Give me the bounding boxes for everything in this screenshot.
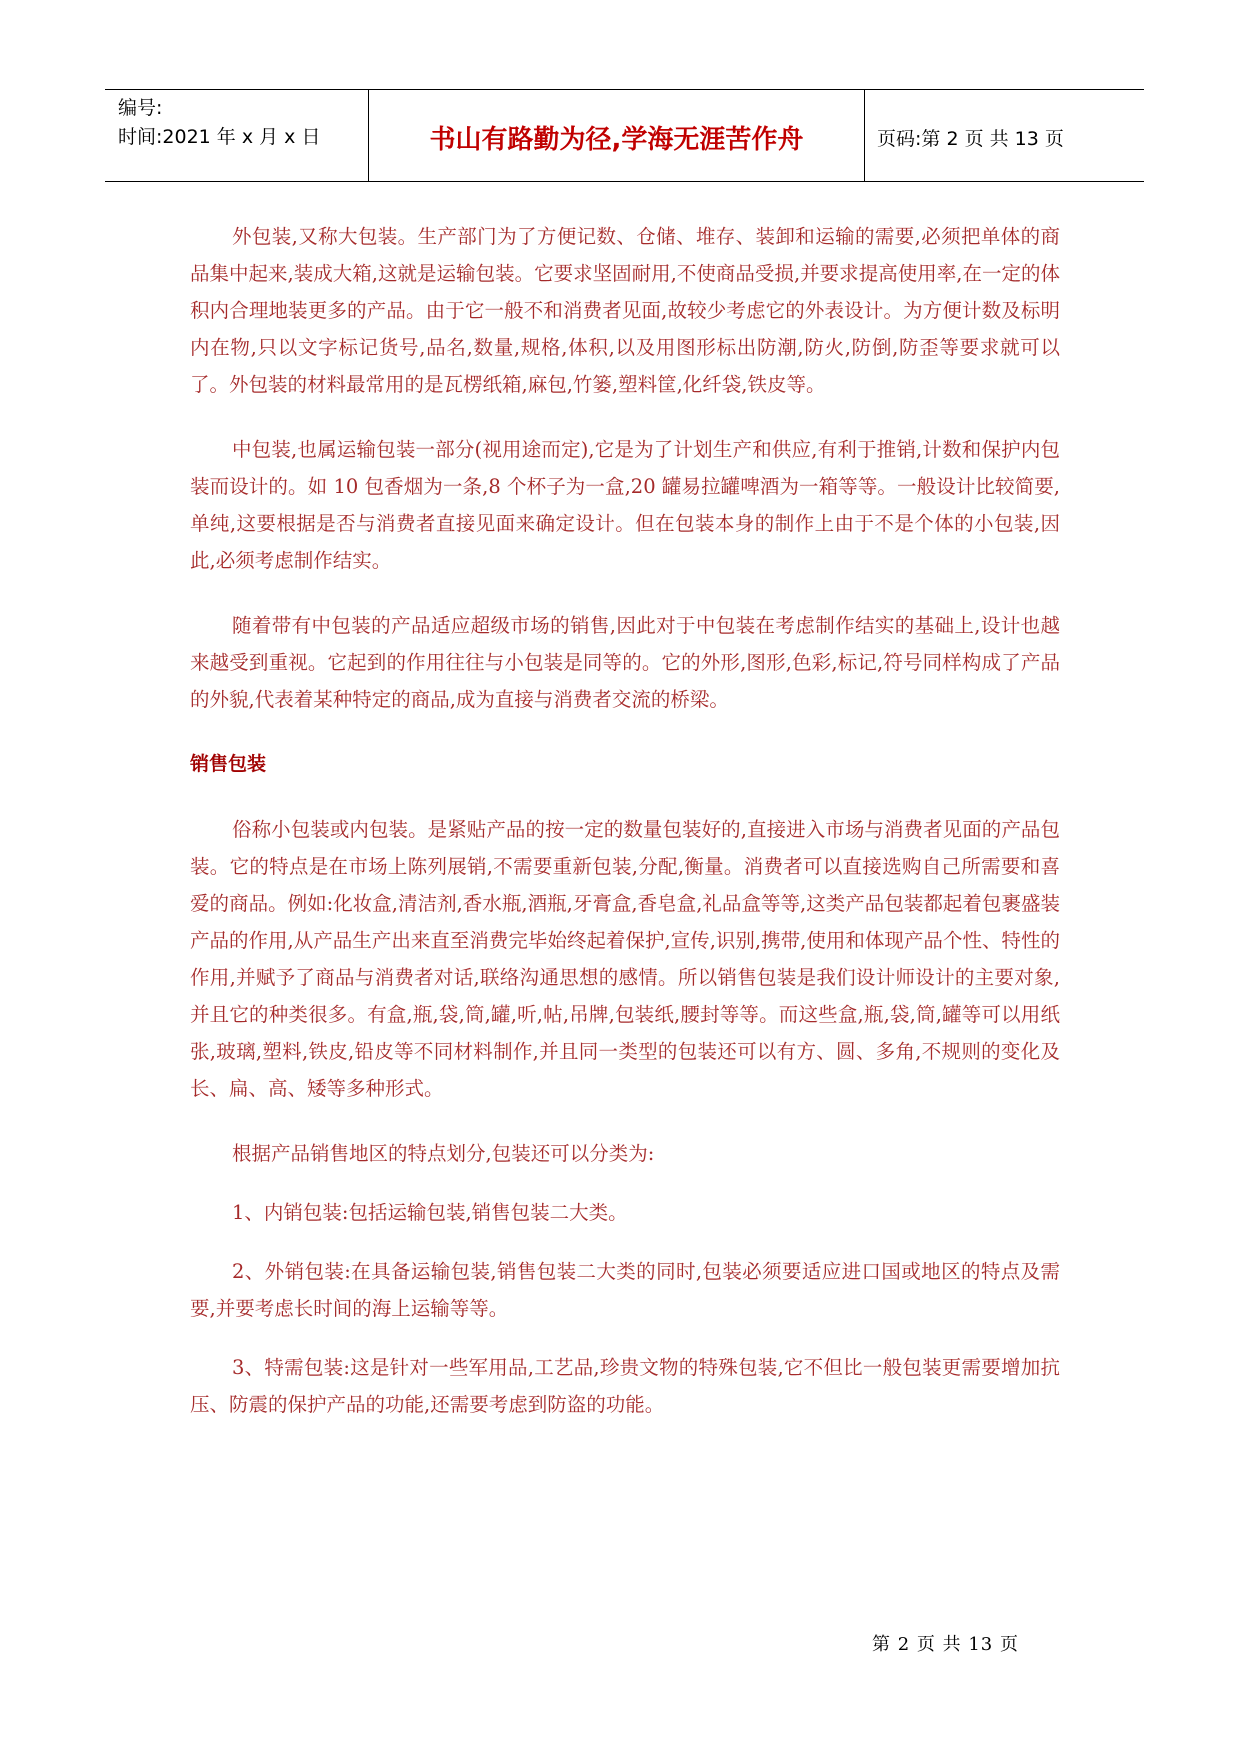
paragraph-classification-intro: 根据产品销售地区的特点划分,包装还可以分类为:	[232, 1142, 655, 1165]
section-heading-sales-packaging: 销售包装	[190, 753, 267, 775]
header-motto-cell	[369, 90, 865, 181]
paragraph-outer-packaging: 外包装,又称大包装。生产部门为了方便记数、仓储、堆存、装卸和运输的需要,必须把单体的商品集中起来,装成大箱,这就是运输包装。它要求坚固耐用,不使商品受损,并要求提高使用率,在一定的体积内合理地装更多的产品。由于它一般不和消费者见面,故较少考虑它的外表设计。为方便计数及标明内在物,只以文字标记货号,品名,数量,规格,体积,以及用图形标出防潮,防火,防倒,防歪等要求就可以了。外包装的材料最常用的是瓦楞纸箱,麻包,竹篓,塑料筐,化纤袋,铁皮等。	[190, 225, 1060, 396]
document-number-label: 编号:	[118, 97, 163, 119]
paragraph-middle-packaging: 中包装,也属运输包装一部分(视用途而定),它是为了计划生产和供应,有利于推销,计数和保护内包装而设计的。如 10 包香烟为一条,8 个杯子为一盒,20 罐易拉罐啤酒为一箱等等。一般设计比较简要,单纯,这要根据是否与消费者直接见面来确定设计。但在包装本身的制作上由于不是个体的小包装,因此,必须考虑制作结实。	[190, 438, 1060, 572]
page-header	[105, 89, 1144, 182]
list-item-domestic-packaging: 1、内销包装:包括运输包装,销售包装二大类。	[232, 1201, 628, 1224]
list-item-export-packaging: 2、外销包装:在具备运输包装,销售包装二大类的同时,包装必须要适应进口国或地区的特点及需要,并要考虑长时间的海上运输等等。	[190, 1260, 1060, 1320]
motto-text: 书山有路勤为径,学海无涯苦作舟	[429, 125, 804, 155]
header-meta-cell	[105, 90, 369, 181]
list-item-special-packaging: 3、特需包装:这是针对一些军用品,工艺品,珍贵文物的特殊包装,它不但比一般包装更需要增加抗压、防震的保护产品的功能,还需要考虑到防盗的功能。	[190, 1356, 1060, 1416]
header-page-number: 页码:第 2 页 共 13 页	[877, 128, 1064, 150]
header-page-cell	[865, 90, 1144, 181]
footer-page-number: 第 2 页 共 13 页	[872, 1634, 1019, 1655]
paragraph-middle-packaging-design: 随着带有中包装的产品适应超级市场的销售,因此对于中包装在考虑制作结实的基础上,设计也越来越受到重视。它起到的作用往往与小包装是同等的。它的外形,图形,色彩,标记,符号同样构成了产品的外貌,代表着某种特定的商品,成为直接与消费者交流的桥梁。	[190, 614, 1060, 711]
page-footer	[872, 1630, 1019, 1656]
document-body	[190, 218, 1060, 1451]
paragraph-sales-packaging: 俗称小包装或内包装。是紧贴产品的按一定的数量包装好的,直接进入市场与消费者见面的产品包装。它的特点是在市场上陈列展销,不需要重新包装,分配,衡量。消费者可以直接选购自己所需要和喜爱的商品。例如:化妆盒,清洁剂,香水瓶,酒瓶,牙膏盒,香皂盒,礼品盒等等,这类产品包装都起着包裹盛装产品的作用,从产品生产出来直至消费完毕始终起着保护,宣传,识别,携带,使用和体现产品个性、特性的作用,并赋予了商品与消费者对话,联络沟通思想的感情。所以销售包装是我们设计师设计的主要对象,并且它的种类很多。有盒,瓶,袋,筒,罐,听,帖,吊牌,包装纸,腰封等等。而这些盒,瓶,袋,筒,罐等可以用纸张,玻璃,塑料,铁皮,铅皮等不同材料制作,并且同一类型的包装还可以有方、圆、多角,不规则的变化及长、扁、高、矮等多种形式。	[190, 818, 1060, 1100]
document-time-label: 时间:2021 年 x 月 x 日	[118, 126, 321, 148]
